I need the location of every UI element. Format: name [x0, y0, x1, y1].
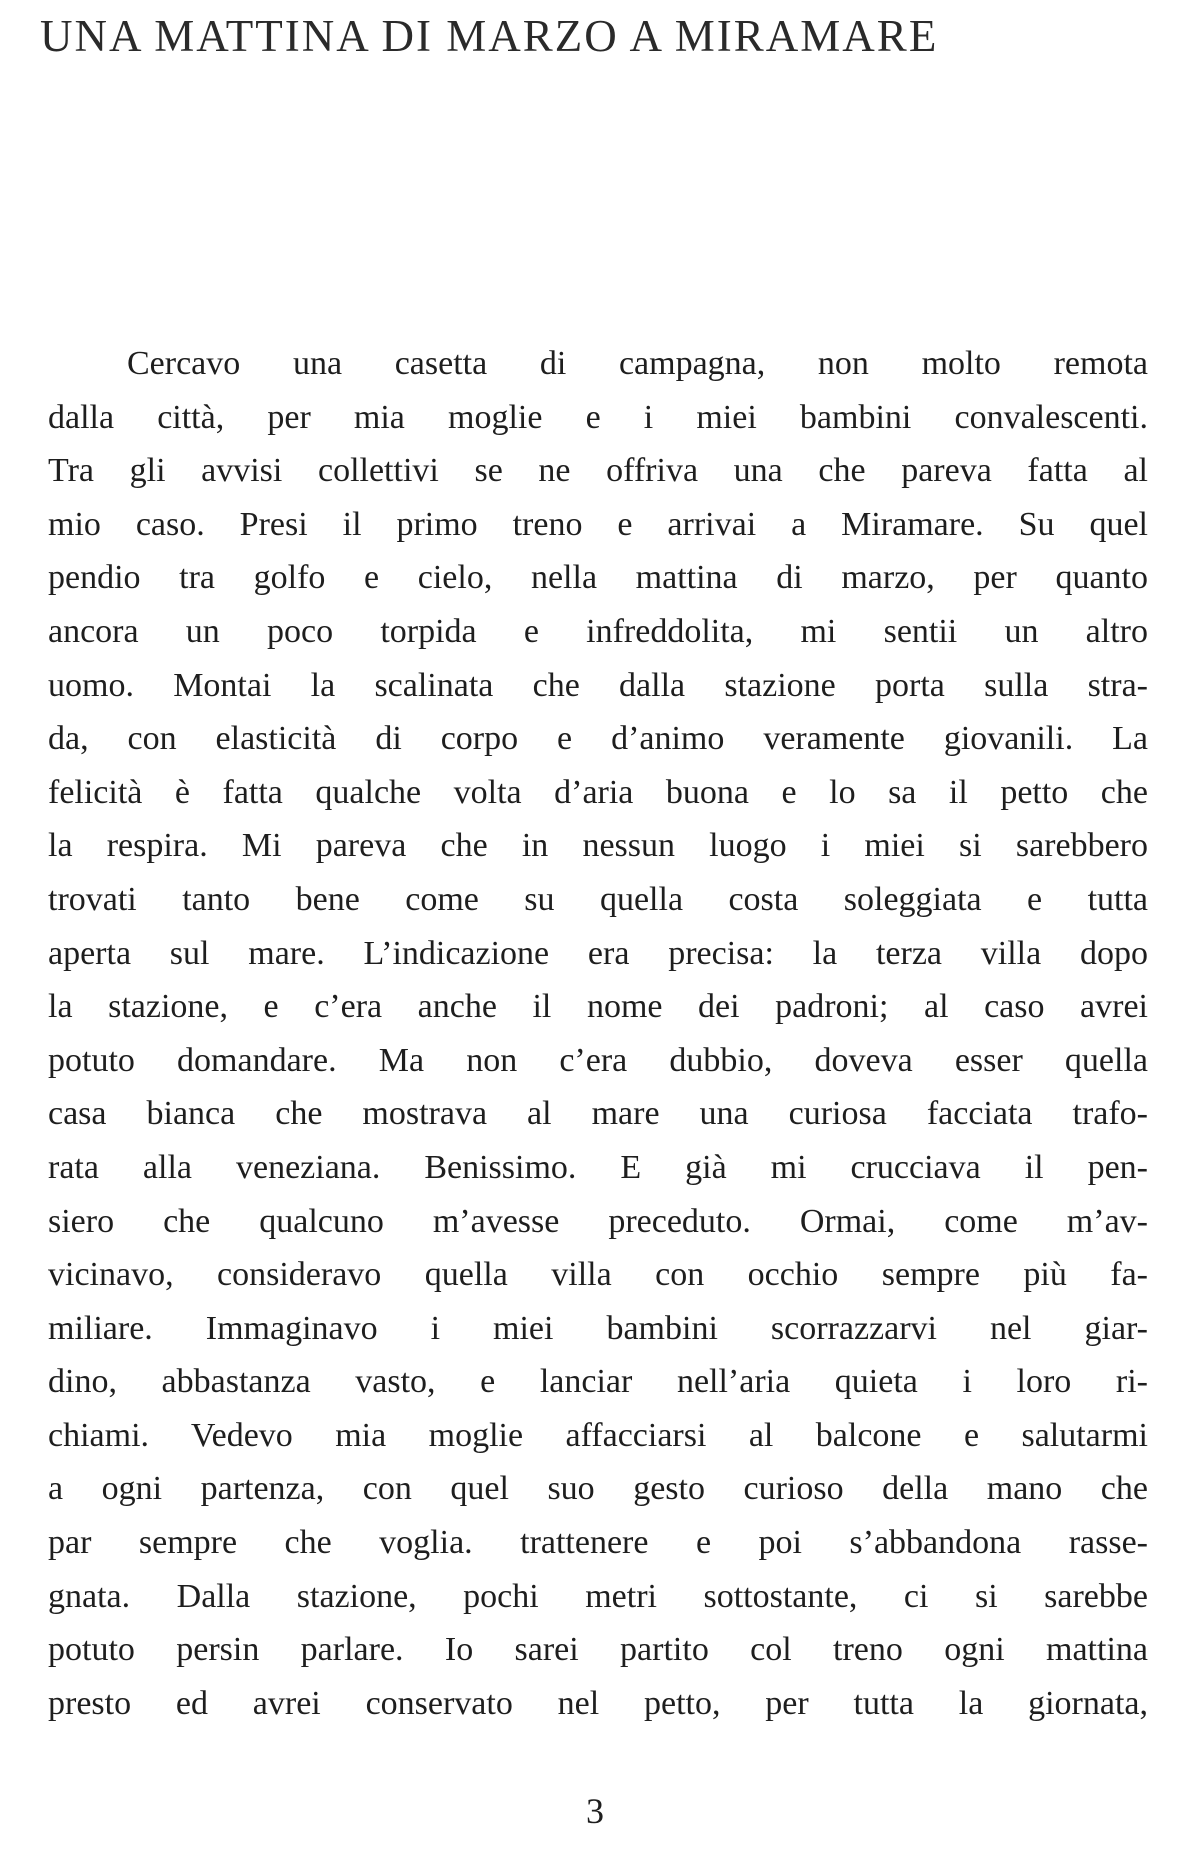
text-line: la stazione, e c’era anche il nome dei padroni; al caso avrei [48, 988, 1148, 1026]
text-line: pendio tra golfo e cielo, nella mattina di marzo, per quanto [48, 559, 1148, 597]
text-line: ancora un poco torpida e infreddolita, mi sentii un altro [48, 612, 1148, 650]
chapter-title: UNA MATTINA DI MARZO A MIRAMARE [40, 11, 939, 61]
text-line: aperta sul mare. L’indicazione era precisa: la terza villa dopo [48, 934, 1148, 972]
text-line: chiami. Vedevo mia moglie affacciarsi al balcone e salutarmi [48, 1416, 1148, 1454]
text-line: siero che qualcuno m’avesse preceduto. Ormai, come m’av- [48, 1202, 1148, 1240]
text-line: mio caso. Presi il primo treno e arrivai a Miramare. Su quel [48, 505, 1148, 543]
body-text [48, 337, 1148, 1730]
text-line: Tra gli avvisi collettivi se ne offriva una che pareva fatta al [48, 452, 1148, 490]
text-line: rata alla veneziana. Benissimo. E già mi crucciava il pen- [48, 1148, 1148, 1186]
text-line: uomo. Montai la scalinata che dalla stazione porta sulla stra- [48, 666, 1148, 704]
text-line: potuto domandare. Ma non c’era dubbio, doveva esser quella [48, 1041, 1148, 1079]
text-line: potuto persin parlare. Io sarei partito col treno ogni mattina [48, 1631, 1148, 1669]
text-line: da, con elasticità di corpo e d’animo veramente giovanili. La [48, 720, 1148, 758]
text-line: Cercavo una casetta di campagna, non molto remota [127, 345, 1148, 382]
text-line: dalla città, per mia moglie e i miei bambini convalescenti. [48, 398, 1148, 436]
text-line: vicinavo, consideravo quella villa con occhio sempre più fa- [48, 1256, 1148, 1294]
text-line: casa bianca che mostrava al mare una curiosa facciata trafo- [48, 1095, 1148, 1133]
text-line: dino, abbastanza vasto, e lanciar nell’aria quieta i loro ri- [48, 1363, 1148, 1401]
text-line: presto ed avrei conservato nel petto, per tutta la giornata, [48, 1684, 1148, 1722]
text-line: par sempre che voglia. trattenere e poi s’abbandona rasse- [48, 1524, 1148, 1562]
text-line: gnata. Dalla stazione, pochi metri sottostante, ci si sarebbe [48, 1577, 1148, 1615]
text-line: trovati tanto bene come su quella costa soleggiata e tutta [48, 880, 1148, 918]
page-number: 3 [586, 1791, 604, 1831]
text-line: a ogni partenza, con quel suo gesto curioso della mano che [48, 1470, 1148, 1508]
text-line: la respira. Mi pareva che in nessun luogo i miei si sarebbero [48, 827, 1148, 865]
text-line: felicità è fatta qualche volta d’aria buona e lo sa il petto che [48, 773, 1148, 811]
text-line: miliare. Immaginavo i miei bambini scorrazzarvi nel giar- [48, 1309, 1148, 1347]
